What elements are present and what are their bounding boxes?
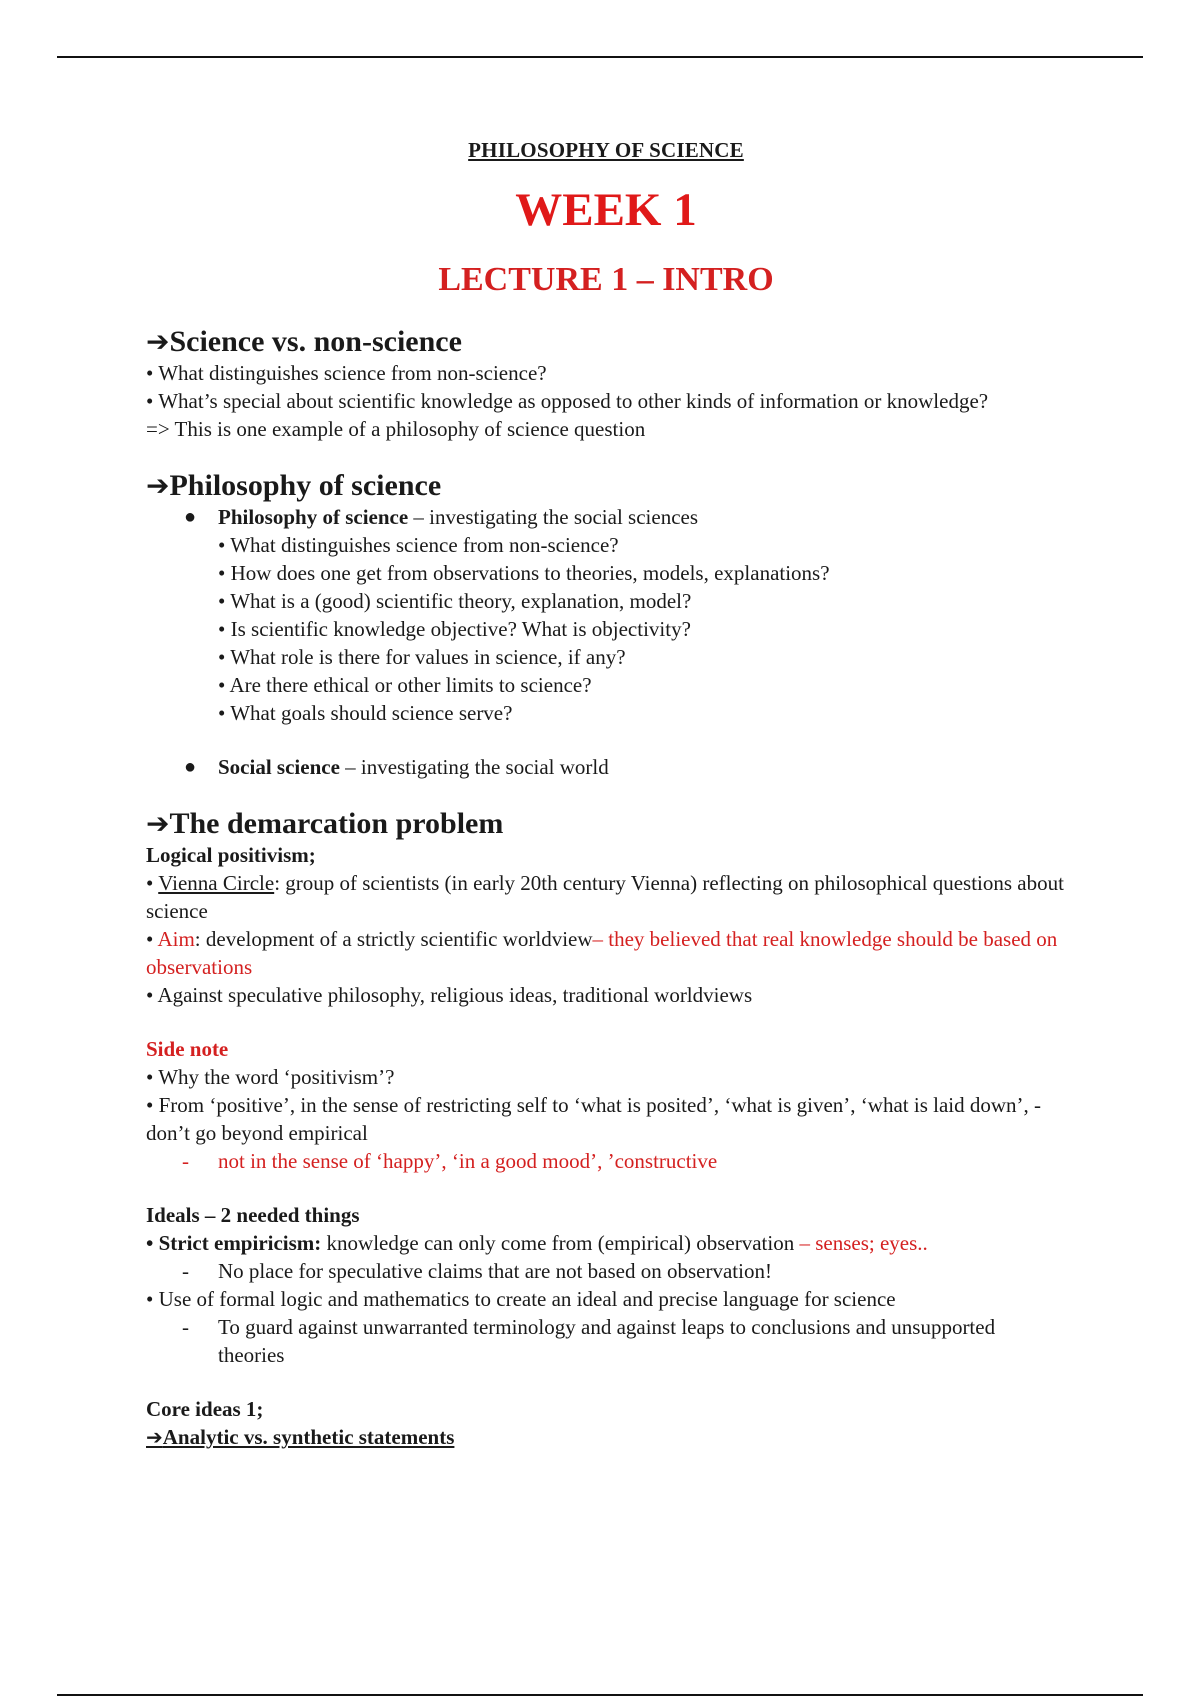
document-title: PHILOSOPHY OF SCIENCE (468, 138, 744, 162)
dash-marker: - (182, 1149, 189, 1173)
vienna-circle-term: Vienna Circle (158, 871, 275, 895)
bullet-bold-term: Philosophy of science (218, 505, 409, 529)
formal-logic-line: • Use of formal logic and mathematics to create an ideal and precise language for science (146, 1287, 896, 1311)
vienna-circle-line (146, 869, 1066, 925)
sub-item: • Is scientific knowledge objective? What is objectivity? (218, 617, 691, 641)
dash-marker: - (182, 1315, 189, 1339)
section-science-vs-non-science-heading (146, 325, 1066, 359)
top-rule (57, 56, 1143, 58)
against-line: • Against speculative philosophy, religious ideas, traditional worldviews (146, 983, 753, 1007)
bullet-prefix: • (146, 871, 159, 895)
document-page (146, 138, 1066, 1451)
bottom-rule (57, 1694, 1143, 1696)
week-heading: WEEK 1 (515, 184, 697, 236)
side-note-dash-item (146, 1147, 1066, 1175)
sub-item: • What goals should science serve? (218, 701, 513, 725)
arrow-right-icon: ➔ (146, 469, 170, 502)
sub-item: • Are there ethical or other limits to science? (218, 673, 592, 697)
sub-item: • How does one get from observations to theories, models, explanations? (218, 561, 830, 585)
side-note-title: Side note (146, 1037, 229, 1061)
arrow-right-icon: ➔ (146, 1425, 163, 1449)
arrow-right-icon: ➔ (146, 807, 170, 840)
bullet-social-science (146, 753, 1066, 781)
bullet-prefix: • (146, 927, 158, 951)
ideals-dash-item (146, 1313, 1066, 1369)
bullet-bold-term: Social science (218, 755, 340, 779)
section-philosophy-of-science-heading (146, 469, 1066, 503)
bullet-text: – investigating the social sciences (408, 505, 699, 529)
core-ideas-title: Core ideas 1; (146, 1397, 264, 1421)
section-heading-text: The demarcation problem (169, 807, 504, 840)
section-demarcation-problem-heading (146, 807, 1066, 841)
strict-empiricism-note: – senses; eyes.. (799, 1231, 928, 1255)
ideals-title: Ideals – 2 needed things (146, 1203, 360, 1227)
dash-text: To guard against unwarranted terminology and against leaps to conclusions and unsupported theories (218, 1315, 996, 1367)
strict-empiricism-text: knowledge can only come from (empirical) observation (321, 1231, 800, 1255)
analytic-vs-synthetic-heading (146, 1423, 1066, 1451)
ideals-dash-item (146, 1257, 1066, 1285)
side-note-line: • From ‘positive’, in the sense of restricting self to ‘what is posited’, ‘what is given’, ‘what is laid down’, - don’t go beyond empirical (146, 1093, 1042, 1145)
strict-empiricism-line (146, 1229, 1066, 1257)
aim-label: Aim (157, 927, 195, 951)
bullet-dot-icon: ● (184, 506, 197, 528)
text-line: • What’s special about scientific knowledge as opposed to other kinds of information or knowledge? (146, 389, 989, 413)
sub-item: • What role is there for values in science, if any? (218, 645, 626, 669)
text-line: => This is one example of a philosophy of science question (146, 417, 646, 441)
text-line: • What distinguishes science from non-science? (146, 361, 547, 385)
bullet-dot-icon: ● (184, 756, 197, 778)
analytic-heading-text: Analytic vs. synthetic statements (162, 1425, 455, 1449)
section-heading-text: Philosophy of science (169, 469, 442, 502)
dash-text: not in the sense of ‘happy’, ‘in a good mood’, ’constructive (218, 1149, 718, 1173)
section-heading-text: Science vs. non-science (169, 325, 462, 358)
sub-item: • What is a (good) scientific theory, explanation, model? (218, 589, 692, 613)
lecture-heading: LECTURE 1 – INTRO (438, 261, 774, 298)
sub-item: • What distinguishes science from non-science? (218, 533, 619, 557)
dash-marker: - (182, 1259, 189, 1283)
arrow-right-icon: ➔ (146, 325, 170, 358)
aim-line (146, 925, 1066, 981)
bullet-philosophy-of-science (146, 503, 1066, 531)
vienna-circle-text: : group of scientists (in early 20th century Vienna) reflecting on philosophical questions about science (146, 871, 1064, 923)
strict-empiricism-term: • Strict empiricism: (146, 1231, 322, 1255)
aim-highlight: – they believed that real knowledge should be based on observations (146, 927, 1058, 979)
aim-text: : development of a strictly scientific worldview (194, 927, 593, 951)
dash-text: No place for speculative claims that are not based on observation! (218, 1259, 772, 1283)
bullet-text: – investigating the social world (339, 755, 609, 779)
subheading-logical-positivism: Logical positivism; (146, 843, 316, 867)
side-note-line: • Why the word ‘positivism’? (146, 1065, 395, 1089)
